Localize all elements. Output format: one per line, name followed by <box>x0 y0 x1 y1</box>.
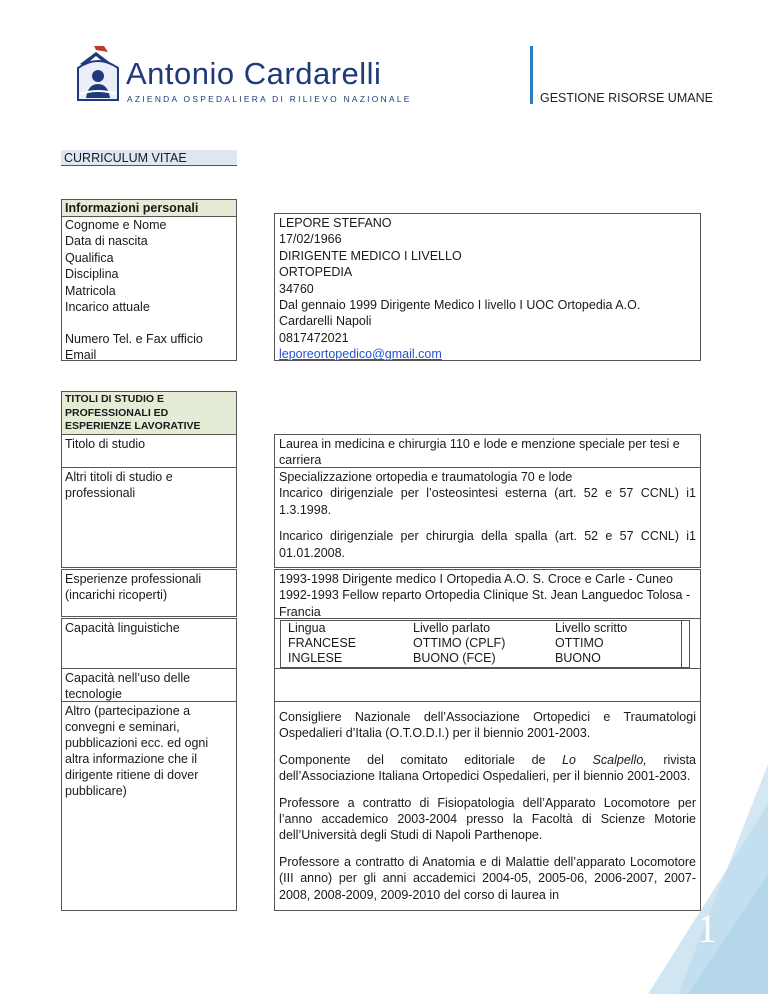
value-disciplina: ORTOPEDIA <box>279 265 353 280</box>
esperienza-tolosa: 1992-1993 Fellow reparto Ortopedia Clinique St. Jean Languedoc Tolosa - Francia <box>279 588 691 619</box>
label-titolo-studio: Titolo di studio <box>61 434 237 468</box>
value-tecnologie <box>274 668 701 702</box>
lang-cell: OTTIMO <box>555 636 604 650</box>
personal-info-heading: Informazioni personali <box>62 200 236 217</box>
language-table <box>280 620 690 668</box>
label-matricola: Matricola <box>65 283 116 298</box>
label-qualifica: Qualifica <box>65 250 114 265</box>
value-matricola: 34760 <box>279 281 314 296</box>
lang-cell: OTTIMO (CPLF) <box>413 636 506 650</box>
label-tecnologie: Capacità nell’uso delle tecnologie <box>61 668 237 702</box>
altro-anatomia: Professore a contratto di Anatomia e di Malattie dell’apparato Locomotore (III anno) per gli anni accademici 2004-05, 2005-06, 2006-2007, 2007-2008, 2008-2009, 2009-2010 del corso di laurea in <box>279 854 696 902</box>
label-telefono: Numero Tel. e Fax ufficio <box>65 332 203 347</box>
altri-titoli-spalla: Incarico dirigenziale per chirurgia della spalla (art. 52 e 57 CCNL) i1 01.01.2008. <box>279 529 696 560</box>
page-corner-decoration <box>648 764 768 994</box>
email-link[interactable]: leporeortopedico@gmail.com <box>279 347 442 362</box>
altro-scalpello-journal: Lo Scalpello, <box>562 752 647 767</box>
label-nascita: Data di nascita <box>65 234 148 249</box>
personal-info-values <box>274 213 701 361</box>
value-altri-titoli <box>274 467 701 568</box>
lang-col-parlato <box>413 621 551 666</box>
label-lingue: Capacità linguistiche <box>61 618 237 669</box>
lang-cell: BUONO (FCE) <box>413 651 496 665</box>
label-altri-titoli: Altri titoli di studio e professionali <box>61 467 237 568</box>
value-altro <box>274 701 701 911</box>
lang-divider <box>681 621 682 667</box>
label-esperienze: Esperienze professionali (incarichi ricoperti) <box>61 569 237 617</box>
lang-cell: BUONO <box>555 651 601 665</box>
esperienza-cuneo: 1993-1998 Dirigente medico I Ortopedia A.O. S. Croce e Carle - Cuneo <box>279 572 673 586</box>
value-titolo-studio: Laurea in medicina e chirurgia 110 e lode e menzione speciale per tesi e carriera <box>274 434 701 468</box>
lang-col-lingua <box>288 621 413 666</box>
value-nome: LEPORE STEFANO <box>279 216 392 230</box>
lang-col-scritto <box>555 621 685 666</box>
label-disciplina: Disciplina <box>65 267 119 282</box>
lang-header: Livello parlato <box>413 621 491 635</box>
personal-info-labels <box>61 199 237 361</box>
altro-consigliere: Consigliere Nazionale dell’Associazione Ortopedici e Traumatologi Ospedalieri d’Italia (O.T.O.D.I.) per il biennio 2001-2003. <box>279 710 696 741</box>
titles-section-heading: TITOLI DI STUDIO E PROFESSIONALI ED ESPERIENZE LAVORATIVE <box>61 391 237 435</box>
altri-titoli-specializzazione: Specializzazione ortopedia e traumatologia 70 e lode <box>279 470 573 484</box>
altro-scalpello-text2: rivista dell’Associazione Italiana Ortopedici Ospedalieri, per il biennio 2001-2003. <box>279 752 696 784</box>
altri-titoli-osteosintesi: Incarico dirigenziale per l’osteosintesi esterna (art. 52 e 57 CCNL) i1 1.3.1998. <box>279 486 696 517</box>
header-divider <box>530 46 533 104</box>
value-esperienze <box>274 569 701 619</box>
lang-header: Lingua <box>288 621 326 635</box>
hospital-logo-icon <box>74 44 122 102</box>
page-number: 1 <box>697 906 717 951</box>
lang-cell: FRANCESE <box>288 636 357 650</box>
document-title: CURRICULUM VITAE <box>61 150 237 166</box>
altro-scalpello-text: Componente del comitato editoriale de <box>279 752 563 767</box>
value-nascita: 17/02/1966 <box>279 232 342 247</box>
lang-header: Livello scritto <box>555 621 628 635</box>
value-telefono: 0817472021 <box>279 330 349 345</box>
label-incarico: Incarico attuale <box>65 300 150 315</box>
label-email: Email <box>65 348 97 363</box>
lang-cell: INGLESE <box>288 651 343 665</box>
org-name: Antonio Cardarelli <box>126 56 382 91</box>
altro-fisiopatologia: Professore a contratto di Fisiopatologia dell’Apparato Locomotore per l’anno accademico 2003-2004 presso la Facoltà di Scienze Motorie dell’Università degli Studi di Napoli Parthenope. <box>279 795 696 843</box>
label-altro: Altro (partecipazione a convegni e seminari, pubblicazioni ecc. ed ogni altra informazione che il dirigente ritiene di dover pubblicare) <box>61 701 237 911</box>
org-subtitle: AZIENDA OSPEDALIERA DI RILIEVO NAZIONALE <box>127 94 412 104</box>
department-label: GESTIONE RISORSE UMANE <box>540 91 713 105</box>
value-qualifica: DIRIGENTE MEDICO I LIVELLO <box>279 248 462 263</box>
altro-scalpello <box>279 752 696 785</box>
value-incarico: Dal gennaio 1999 Dirigente Medico I livello I UOC Ortopedia A.O. Cardarelli Napoli <box>279 298 641 329</box>
label-nome: Cognome e Nome <box>65 218 167 232</box>
